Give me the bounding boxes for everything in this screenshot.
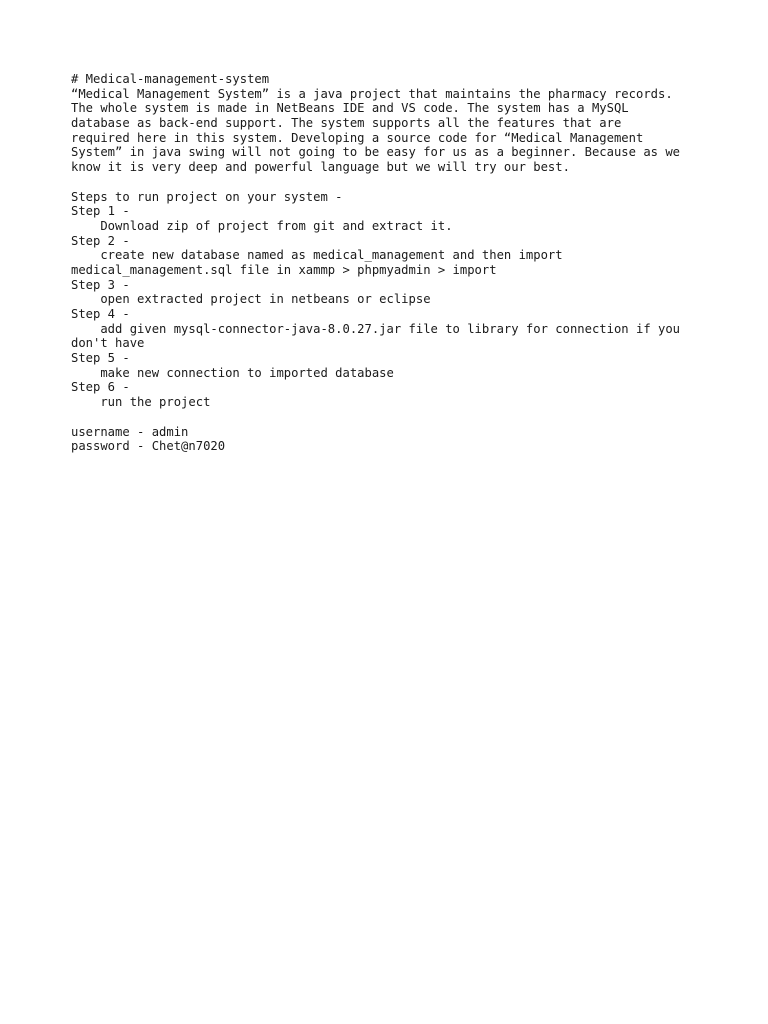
intro-paragraph bbox=[71, 87, 751, 175]
step-label: Step 1 - bbox=[71, 204, 130, 219]
step-text: medical_management.sql file in xammp > phpmyadmin > import bbox=[71, 262, 497, 277]
intro-line: System” in java swing will not going to be easy for us as a beginner. Because as we bbox=[71, 145, 681, 160]
blank-line bbox=[71, 410, 751, 425]
step-2 bbox=[71, 234, 751, 278]
password-line: password - Chet@n7020 bbox=[71, 439, 226, 454]
step-text: make new connection to imported database bbox=[71, 365, 394, 380]
document-heading: # Medical-management-system bbox=[71, 72, 270, 86]
username-line: username - admin bbox=[71, 424, 189, 439]
step-5 bbox=[71, 351, 751, 380]
intro-line: database as back-end support. The system supports all the features that are bbox=[71, 116, 622, 131]
intro-line: know it is very deep and powerful language but we will try our best. bbox=[71, 160, 570, 175]
step-label: Step 6 - bbox=[71, 380, 130, 395]
step-label: Step 4 - bbox=[71, 307, 130, 321]
credentials bbox=[71, 425, 751, 454]
step-1 bbox=[71, 204, 751, 233]
step-4 bbox=[71, 307, 751, 351]
step-text: open extracted project in netbeans or eclipse bbox=[71, 292, 431, 307]
step-6 bbox=[71, 380, 751, 409]
blank-line bbox=[71, 175, 751, 190]
step-text: Download zip of project from git and extract it. bbox=[71, 218, 453, 233]
step-label: Step 2 - bbox=[71, 233, 130, 248]
step-text: add given mysql-connector-java-8.0.27.jar file to library for connection if you bbox=[71, 321, 681, 336]
readme-document bbox=[71, 72, 751, 454]
step-text: don't have bbox=[71, 336, 145, 351]
step-label: Step 5 - bbox=[71, 351, 130, 366]
step-3 bbox=[71, 278, 751, 307]
step-label: Step 3 - bbox=[71, 277, 130, 292]
step-text: run the project bbox=[71, 395, 211, 410]
steps-intro: Steps to run project on your system - bbox=[71, 189, 343, 204]
step-text: create new database named as medical_management and then import bbox=[71, 248, 563, 263]
intro-line: required here in this system. Developing a source code for “Medical Management bbox=[71, 130, 644, 145]
intro-line: “Medical Management System” is a java project that maintains the pharmacy records. bbox=[71, 86, 673, 101]
intro-line: The whole system is made in NetBeans IDE and VS code. The system has a MySQL bbox=[71, 101, 629, 116]
